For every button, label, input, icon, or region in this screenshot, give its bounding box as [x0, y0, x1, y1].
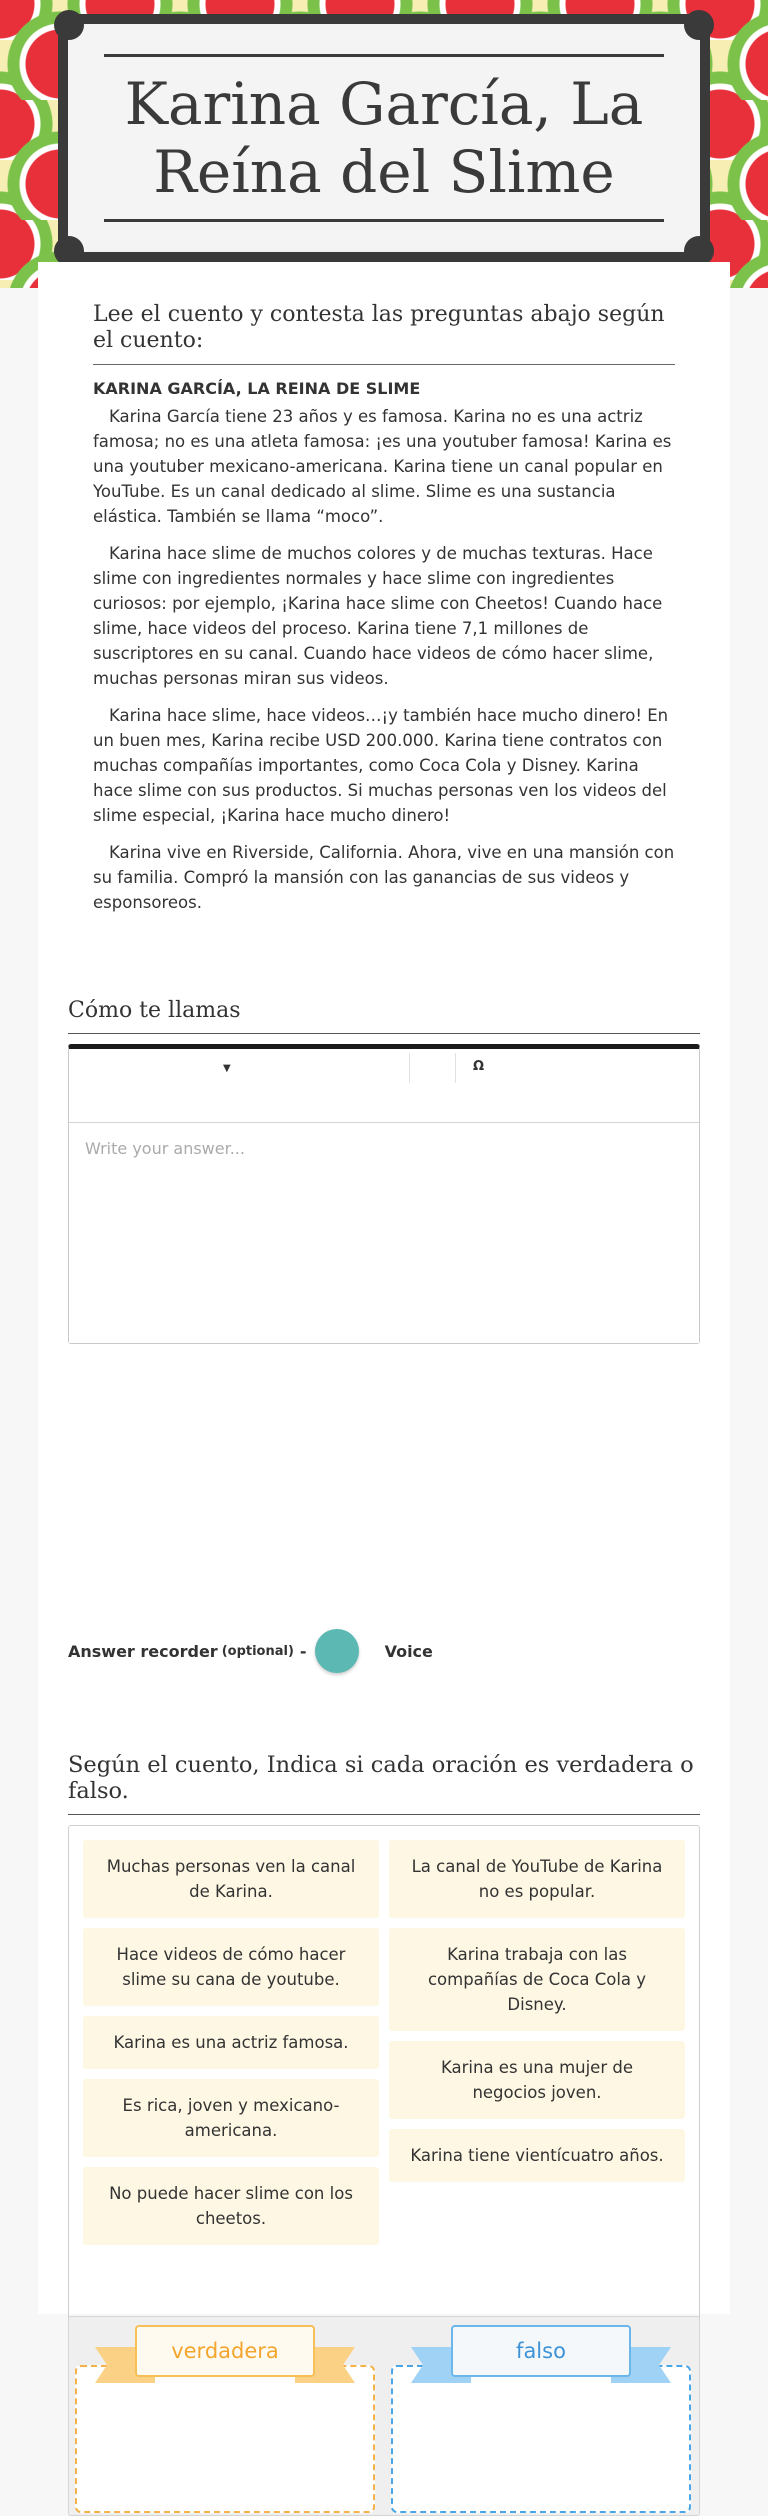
sortable-cards	[68, 1825, 700, 2331]
recorder-optional-label: (optional)	[221, 1643, 294, 1659]
story-paragraph: Karina hace slime, hace videos…¡y también hace mucho dinero! En un buen mes, Karina recibe USD 200.000. Karina tiene contratos con muchas compañías importantes, como Coca Cola y Disney. Karina hace slime con sus productos. Si muchas personas ven los videos del slime especial, ¡Karina hace mucho dinero!	[93, 706, 669, 825]
ribbon-false	[411, 2325, 671, 2381]
header-banner	[0, 0, 768, 288]
question-title: Cómo te llamas	[68, 998, 700, 1034]
question-title: Según el cuento, Indica si cada oración es verdadera o falso.	[68, 1752, 700, 1815]
answer-input[interactable]	[69, 1123, 699, 1343]
title-card-inner	[68, 24, 700, 252]
question-name	[68, 998, 700, 1344]
corner-decoration	[54, 10, 84, 40]
title-rule-top	[104, 54, 664, 57]
toolbar-divider	[455, 1053, 456, 1083]
draggable-card[interactable]: Karina es una actriz famosa.	[83, 2016, 379, 2069]
worksheet	[38, 262, 730, 2363]
record-voice-button[interactable]	[315, 1629, 359, 1673]
draggable-card[interactable]: Karina trabaja con las compañías de Coca Cola y Disney.	[389, 1928, 685, 2031]
story-paragraph: Karina García tiene 23 años y es famosa. Karina no es una actriz famosa; no es una atleta famosa: ¡es una youtuber famosa! Karina es una youtuber mexicano-americana. Karina tiene un canal popular en YouTube. Es un canal dedicado al slime. Slime es una sustancia elástica. También se llama “moco”.	[93, 407, 672, 526]
draggable-card[interactable]: Hace videos de cómo hacer slime su cana de youtube.	[83, 1928, 379, 2006]
voice-label: Voice	[384, 1641, 433, 1661]
omega-icon[interactable]: Ω	[473, 1059, 485, 1074]
recorder-label: Answer recorder	[68, 1641, 218, 1661]
zone-false-label: falso	[451, 2325, 631, 2377]
draggable-card[interactable]: Karina tiene vientícuatro años.	[389, 2129, 685, 2182]
drop-zone-true[interactable]	[75, 2365, 375, 2513]
toolbar-divider	[409, 1053, 410, 1083]
story-title: KARINA GARCÍA, LA REINA DE SLIME	[93, 379, 421, 398]
title-rule-bottom	[104, 219, 664, 222]
drop-area	[68, 2316, 700, 2516]
title-card	[58, 14, 710, 262]
ribbon-true	[95, 2325, 355, 2381]
question-true-false	[68, 1752, 700, 2331]
page-title: Karina García, La Reína del Slime	[124, 70, 644, 206]
rich-text-editor	[68, 1044, 700, 1344]
reading-section	[93, 302, 675, 915]
draggable-card[interactable]: La canal de YouTube de Karina no es popular.	[389, 1840, 685, 1918]
draggable-card[interactable]: No puede hacer slime con los cheetos.	[83, 2167, 379, 2245]
story-paragraph: Karina hace slime de muchos colores y de muchas texturas. Hace slime con ingredientes normales y hace slime con ingredientes curiosos: por ejemplo, ¡Karina hace slime con Cheetos! Cuando hace slime, hace videos del proceso. Karina tiene 7,1 millones de suscriptores en su canal. Cuando hace videos de cómo hacer slime, muchas personas miran sus videos.	[93, 544, 663, 688]
zone-true-label: verdadera	[135, 2325, 315, 2377]
caret-down-icon[interactable]: ▼	[223, 1063, 231, 1074]
drop-zone-false[interactable]	[391, 2365, 691, 2513]
editor-toolbar	[69, 1049, 699, 1123]
reading-heading: Lee el cuento y contesta las preguntas abajo según el cuento:	[93, 302, 675, 365]
card-column-left	[83, 1840, 379, 2330]
draggable-card[interactable]: Es rica, joven y mexicano-americana.	[83, 2079, 379, 2157]
card-column-right	[389, 1840, 685, 2330]
recorder-dash: -	[299, 1641, 307, 1661]
story-paragraph: Karina vive en Riverside, California. Ahora, vive en una mansión con su familia. Compró la mansión con las ganancias de sus videos y esponsoreos.	[93, 843, 675, 912]
corner-decoration	[684, 10, 714, 40]
draggable-card[interactable]: Karina es una mujer de negocios joven.	[389, 2041, 685, 2119]
draggable-card[interactable]: Muchas personas ven la canal de Karina.	[83, 1840, 379, 1918]
answer-recorder	[68, 1628, 433, 1674]
